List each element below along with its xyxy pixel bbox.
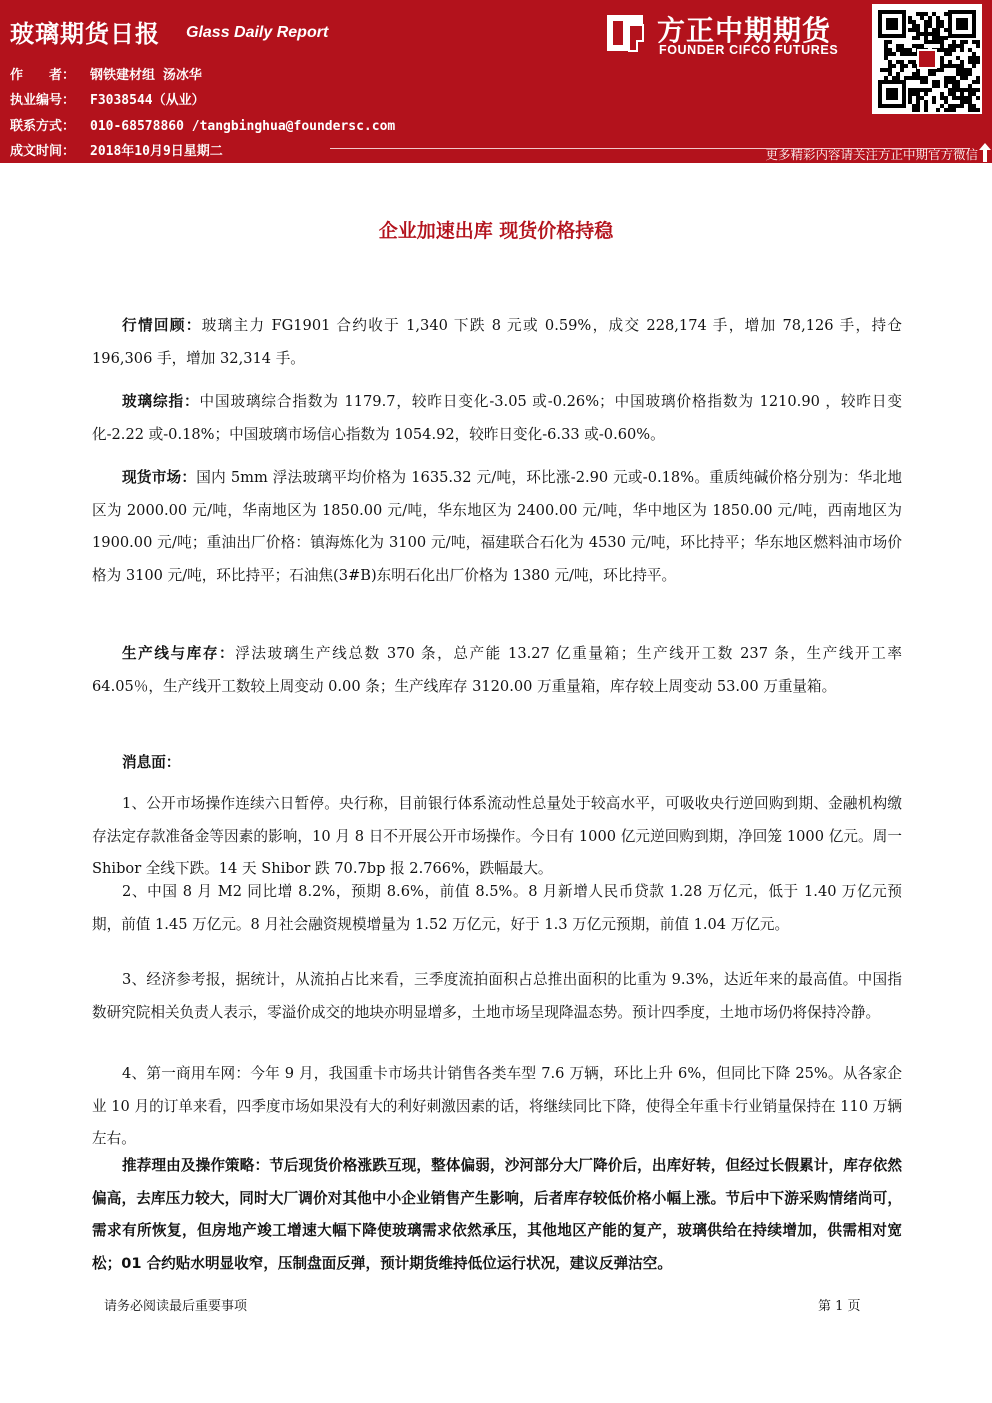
- spot-market-lead: 现货市场：: [122, 469, 197, 486]
- founder-logo-icon: [603, 11, 647, 55]
- meta-date-value: 2018年10月9日星期二: [90, 144, 223, 159]
- meta-contact-key: 联系方式：: [10, 119, 76, 134]
- news-item: 4、第一商用车网：今年 9 月，我国重卡市场共计销售各类车型 7.6 万辆，环比上升 6%，但同比下降 25%。从各家企业 10 月的订单来看，四季度市场如果没有大的利好刺激因素的话，将继续同比下降，使得全年重卡行业销量保持在 110 万辆左右。: [92, 1065, 902, 1147]
- meta-author-value: 钢铁建材组 汤冰华: [90, 68, 202, 83]
- news-item: 3、经济参考报，据统计，从流拍占比来看，三季度流拍面积占总推出面积的比重为 9.3%，达近年来的最高值。中国指数研究院相关负责人表示，零溢价成交的地块亦明显增多，土地市场呈现降温态势。预计四季度，土地市场仍将保持冷静。: [92, 971, 902, 1021]
- production-text: 浮法玻璃生产线总数 370 条，总产能 13.27 亿重量箱；生产线开工数 237 条，生产线开工率 64.05％，生产线开工数较上周变动 0.00 条；生产线库存 3120.00 万重量箱，库存较上周变动 53.00 万重量箱。: [92, 645, 902, 695]
- glass-index-paragraph: [92, 386, 902, 451]
- market-review-paragraph: [92, 310, 902, 375]
- footer-note: 请务必阅读最后重要事项: [104, 1299, 248, 1314]
- meta-date-key: 成文时间：: [10, 144, 76, 159]
- news-item: 1、公开市场操作连续六日暂停。央行称，目前银行体系流动性总量处于较高水平，可吸收央行逆回购到期、金融机构缴存法定存款准备金等因素的影响，10 月 8 日不开展公开市场操作。今日有 1000 亿元逆回购到期，净回笼 1000 亿元。周一 Shibor 全线下跌。14 天 Shibor 跌 70.7bp 报 2.766%，跌幅最大。: [92, 795, 902, 877]
- strategy-lead: 推荐理由及操作策略：: [122, 1157, 270, 1174]
- glass-index-lead: 玻璃综指：: [122, 393, 200, 410]
- logo-name-en: FOUNDER CIFCO FUTURES: [659, 43, 839, 57]
- follow-text: 更多精彩内容请关注方正中期官方微信: [765, 147, 978, 162]
- meta-contact: [10, 115, 395, 134]
- meta-license-value: F3038544（从业）: [90, 93, 205, 108]
- report-title: 玻璃期货日报: [10, 20, 160, 48]
- page-number: 第 1 页: [818, 1299, 861, 1314]
- news-heading-paragraph: [92, 747, 902, 780]
- meta-author: [10, 64, 202, 83]
- report-title-en: Glass Daily Report: [186, 24, 329, 41]
- strategy-paragraph: [92, 1150, 902, 1280]
- production-lead: 生产线与库存：: [122, 645, 236, 662]
- market-review-lead: 行情回顾：: [122, 317, 202, 334]
- meta-license: [10, 89, 205, 108]
- arrow-up-icon: [978, 142, 992, 163]
- meta-author-key: 作 者：: [10, 68, 76, 83]
- document-title: 企业加速出库 现货价格持稳: [378, 220, 614, 242]
- production-paragraph: [92, 638, 902, 703]
- market-review-text: 玻璃主力 FG1901 合约收于 1,340 下跌 8 元或 0.59%，成交 228,174 手，增加 78,126 手，持仓 196,306 手，增加 32,314 手。: [92, 317, 902, 367]
- news-heading: 消息面：: [122, 754, 181, 771]
- glass-index-text: 中国玻璃综合指数为 1179.7，较昨日变化-3.05 或-0.26%；中国玻璃价格指数为 1210.90 ，较昨日变化-2.22 或-0.18%；中国玻璃市场信心指数为 1054.92，较昨日变化-6.33 或-0.60%。: [92, 393, 902, 443]
- follow-bar: [0, 142, 992, 163]
- qr-code-icon[interactable]: [872, 4, 982, 114]
- meta-contact-value: 010-68578860 /tangbinghua@foundersc.com: [90, 119, 396, 134]
- spot-market-text: 国内 5mm 浮法玻璃平均价格为 1635.32 元/吨，环比涨-2.90 元或-0.18%。重质纯碱价格分别为：华北地区为 2000.00 元/吨，华南地区为 1850.00 元/吨，华东地区为 2400.00 元/吨，华中地区为 1850.00 元/吨，西南地区为 1900.00 元/吨；重油出厂价格：镇海炼化为 3100 元/吨，福建联合石化为 4530 元/吨，环比持平；华东地区燃料油市场价格为 3100 元/吨，环比持平；石油焦(3#B)东明石化出厂价格为 1380 元/吨，环比持平。: [92, 469, 902, 584]
- news-item: 2、中国 8 月 M2 同比增 8.2%，预期 8.6%，前值 8.5%。8 月新增人民币贷款 1.28 万亿元，低于 1.40 万亿元预期，前值 1.45 万亿元。8 月社会融资规模增量为 1.52 万亿元，好于 1.3 万亿元预期，前值 1.04 万亿元。: [92, 883, 902, 933]
- report-header: [0, 0, 992, 163]
- spot-market-paragraph: [92, 462, 902, 592]
- logo-name-cn: 方正中期期货: [657, 14, 832, 47]
- meta-license-key: 执业编号：: [10, 93, 76, 108]
- company-logo: [603, 11, 863, 61]
- strategy-text: 节后现货价格涨跌互现，整体偏弱，沙河部分大厂降价后，出库好转，但经过长假累计，库存依然偏高，去库压力较大，同时大厂调价对其他中小企业销售产生影响，后者库存较低价格小幅上涨。节后中下游采购情绪尚可，需求有所恢复，但房地产竣工增速大幅下降使玻璃需求依然承压，其他地区产能的复产，玻璃供给在持续增加，供需相对宽松；01 合约贴水明显收窄，压制盘面反弹，预计期货维持低位运行状况，建议反弹沽空。: [92, 1157, 902, 1272]
